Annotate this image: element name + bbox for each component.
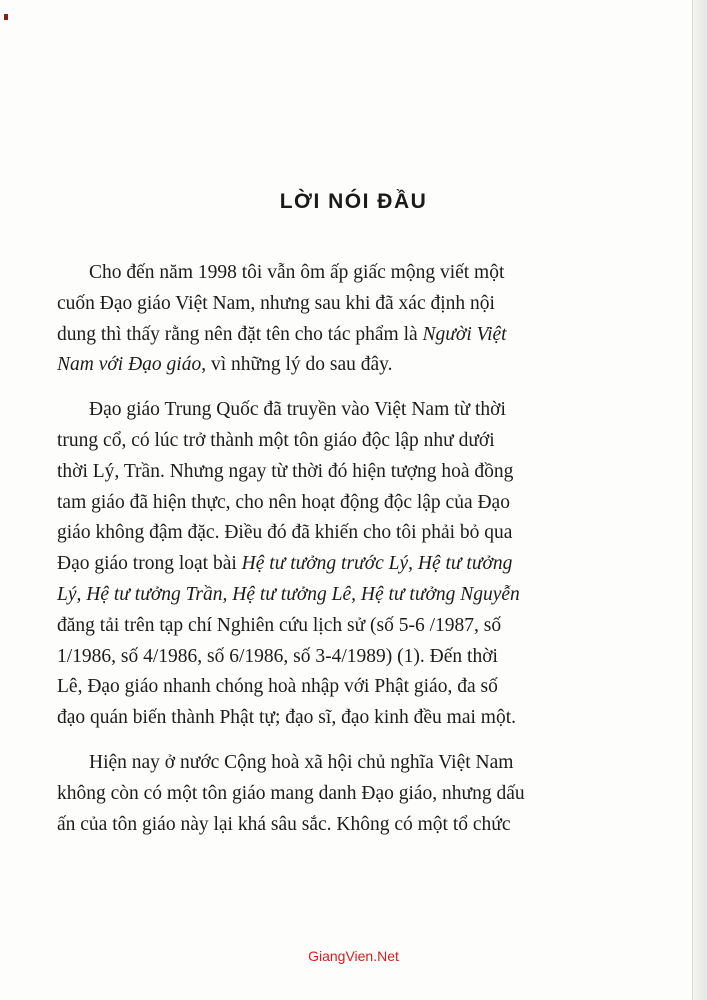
- text-line: [57, 611, 623, 642]
- italic-text: Nam với Đạo giáo: [57, 354, 202, 376]
- italic-text: Hệ tư tưởng trước Lý, Hệ tư tưởng: [241, 553, 513, 575]
- paragraph: [57, 748, 623, 840]
- text-segment: không còn có một tôn giáo mang danh Đạo giáo, nhưng dấu: [57, 782, 525, 804]
- text-segment: thời Lý, Trần. Nhưng ngay từ thời đó hiện tượng hoà đồng: [57, 460, 514, 482]
- text-line: [57, 258, 623, 289]
- text-line: [57, 703, 623, 734]
- text-segment: dung thì thấy rằng nên đặt tên cho tác phẩm là: [57, 323, 423, 345]
- text-segment: tam giáo đã hiện thực, cho nên hoạt động độc lập của Đạo: [57, 491, 510, 513]
- text-line: [57, 779, 623, 810]
- text-line: [57, 672, 623, 703]
- text-segment: đăng tải trên tạp chí Nghiên cứu lịch sử (số 5-6 /1987, số: [57, 614, 502, 636]
- text-segment: Cho đến năm 1998 tôi vẫn ôm ấp giấc mộng viết một: [89, 262, 505, 283]
- text-line: [57, 457, 623, 488]
- footer-watermark: GiangVien.Net: [308, 948, 399, 964]
- text-segment: Đạo giáo trong loạt bài: [57, 553, 242, 575]
- text-segment: Hiện nay ở nước Cộng hoà xã hội chủ nghĩa Việt Nam: [89, 751, 514, 773]
- text-segment: cuốn Đạo giáo Việt Nam, nhưng sau khi đã xác định nội: [57, 292, 495, 314]
- text-line: [57, 395, 623, 426]
- text-line: [57, 580, 623, 611]
- page-edge: [693, 0, 707, 1000]
- text-segment: đạo quán biến thành Phật tự; đạo sĩ, đạo kinh đều mai một.: [57, 707, 516, 729]
- text-segment: Đạo giáo Trung Quốc đã truyền vào Việt Nam từ thời: [89, 399, 506, 421]
- paragraph: [57, 258, 623, 381]
- text-line: [57, 810, 623, 841]
- italic-text: Lý, Hệ tư tưởng Trần, Hệ tư tưởng Lê, Hệ tư tưởng Nguyễn: [57, 583, 520, 605]
- text-segment: ấn của tôn giáo này lại khá sâu sắc. Không có một tổ chức: [57, 813, 511, 835]
- scan-corner-mark: [4, 14, 8, 20]
- text-line: [57, 642, 623, 673]
- text-line: [57, 549, 623, 580]
- paragraph: [57, 395, 623, 734]
- text-line: [57, 488, 623, 519]
- text-segment: , vì những lý do sau đây.: [201, 354, 393, 376]
- text-line: [57, 518, 623, 549]
- text-line: [57, 350, 623, 381]
- text-segment: Lê, Đạo giáo nhanh chóng hoà nhập với Phật giáo, đa số: [57, 676, 498, 698]
- text-line: [57, 748, 623, 779]
- text-segment: trung cổ, có lúc trở thành một tôn giáo độc lập như dưới: [57, 429, 495, 451]
- text-line: [57, 426, 623, 457]
- text-segment: 1/1986, số 4/1986, số 6/1986, số 3-4/1989) (1). Đến thời: [57, 645, 498, 667]
- text-line: [57, 320, 623, 351]
- page-title: LỜI NÓI ĐẦU: [279, 190, 428, 213]
- italic-text: Người Việt: [422, 323, 507, 345]
- text-segment: giáo không đậm đặc. Điều đó đã khiến cho tôi phải bỏ qua: [57, 522, 513, 544]
- body-text: [57, 258, 623, 854]
- text-line: [57, 289, 623, 320]
